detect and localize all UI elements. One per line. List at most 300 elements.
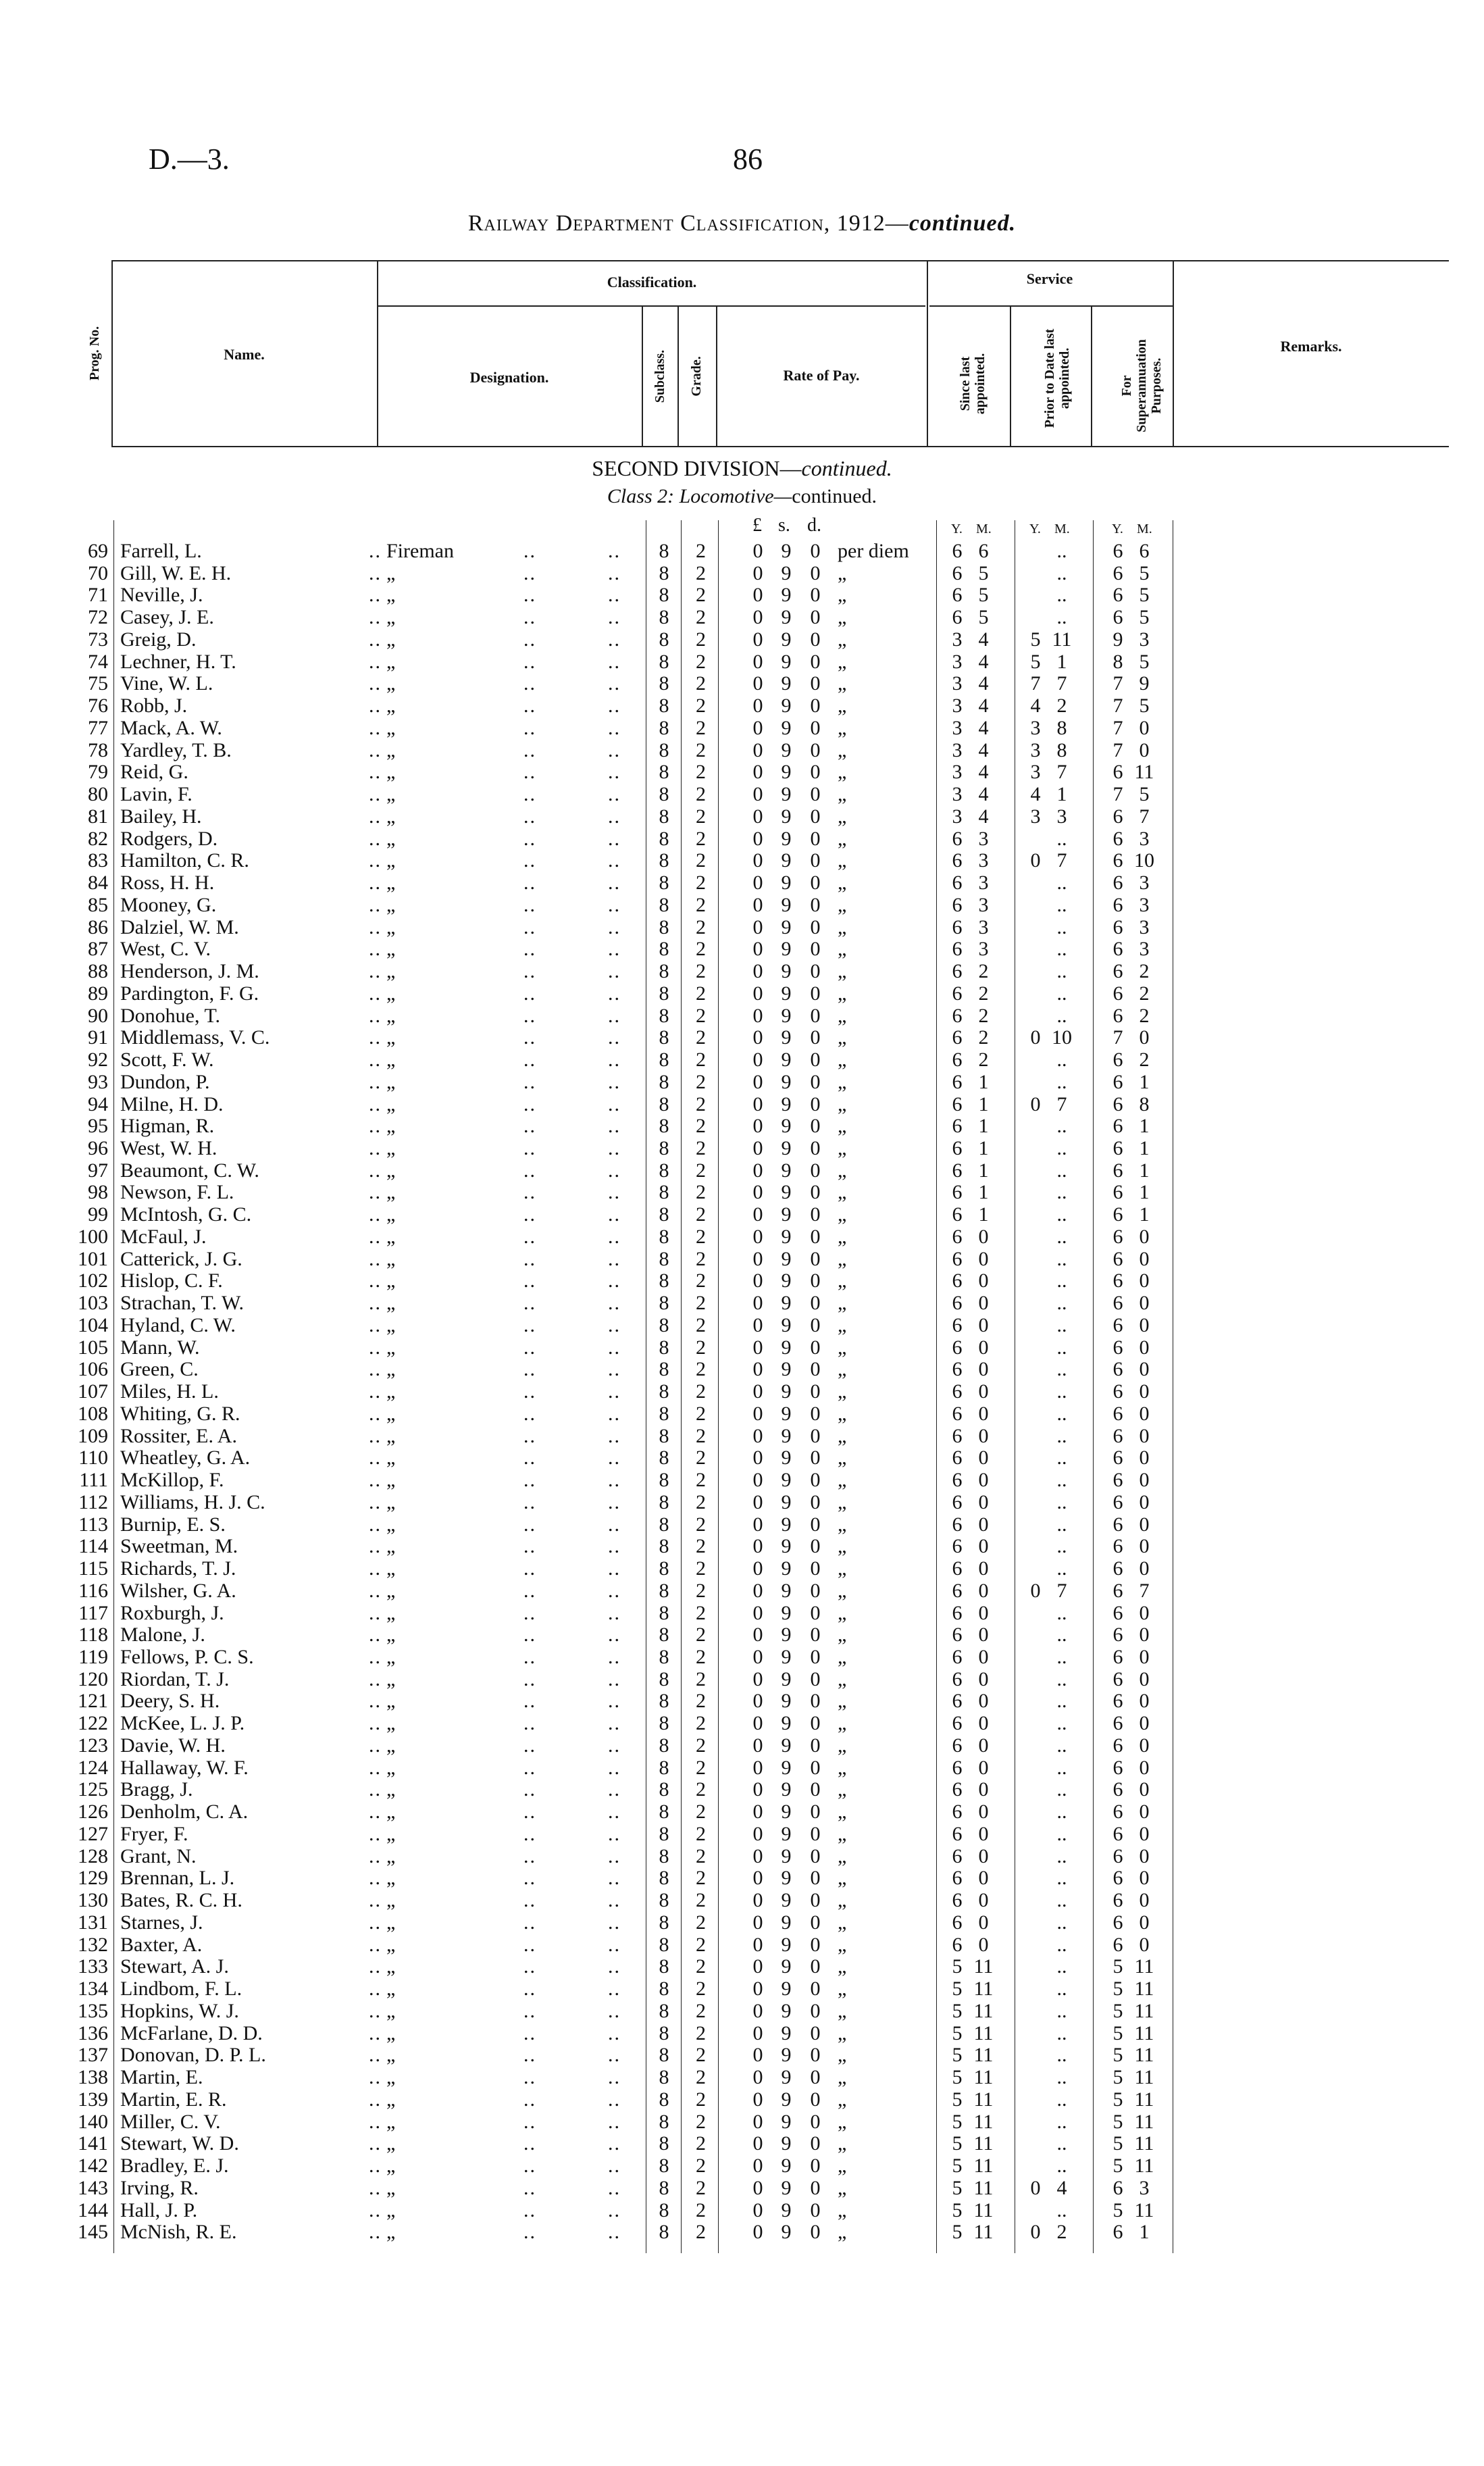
- row-grade: 2: [696, 1624, 706, 1646]
- row-pay-pounds: 0: [752, 1889, 763, 1912]
- row-pay-pounds: 0: [752, 1115, 763, 1138]
- row-dot-leader-2: ..: [523, 827, 536, 850]
- row-grade: 2: [696, 738, 706, 761]
- division-text: SECOND DIVISION—: [592, 456, 802, 480]
- row-super-months: 0: [1139, 1712, 1150, 1735]
- row-dot-leader: ..: [369, 1911, 382, 1934]
- row-dot-leader-2: ..: [523, 1624, 536, 1646]
- row-dot-leader: ..: [369, 1999, 382, 2022]
- row-dot-leader-3: ..: [608, 1778, 621, 1801]
- row-since-years: 6: [952, 1336, 963, 1359]
- table-row: [0, 607, 1484, 629]
- row-pay-pounds: 0: [752, 960, 763, 983]
- row-since-years: 6: [952, 1402, 963, 1425]
- row-since-years: 6: [952, 1049, 963, 1072]
- row-dot-leader-3: ..: [608, 1513, 621, 1536]
- row-pay-shillings: 9: [781, 893, 792, 916]
- row-pay-shillings: 9: [781, 1535, 792, 1558]
- row-since-months: 11: [973, 2021, 994, 2044]
- row-dot-leader-3: ..: [608, 1822, 621, 1845]
- table-row: [0, 828, 1484, 851]
- table-row: [0, 2111, 1484, 2134]
- row-dot-leader-3: ..: [608, 1999, 621, 2022]
- row-pay-pence: 0: [810, 761, 821, 784]
- row-pay-pounds: 0: [752, 2088, 763, 2111]
- row-name: Scott, F. W.: [120, 1049, 214, 1072]
- row-grade: 2: [696, 1535, 706, 1558]
- row-name: Neville, J.: [120, 584, 203, 607]
- row-name: Denholm, C. A.: [120, 1801, 249, 1823]
- row-super-months: 11: [1134, 2066, 1154, 2089]
- row-pay-pounds: 0: [752, 2155, 763, 2178]
- row-since-months: 0: [978, 1247, 989, 1270]
- row-pay-pence: 0: [810, 1247, 821, 1270]
- row-since-months: 3: [978, 938, 989, 961]
- row-pay-unit: „: [838, 1889, 847, 1912]
- row-pay-unit: „: [838, 1601, 847, 1624]
- row-prior-months: ..: [1056, 606, 1067, 629]
- row-dot-leader: ..: [369, 1225, 382, 1248]
- row-super-months: 0: [1139, 1624, 1150, 1646]
- row-subclass: 8: [659, 1734, 669, 1757]
- row-dot-leader-2: ..: [523, 1646, 536, 1668]
- class-continued: continued.: [792, 485, 877, 507]
- row-super-months: 11: [1134, 1978, 1154, 2001]
- row-pay-pence: 0: [810, 1978, 821, 2001]
- row-pay-unit: „: [838, 1955, 847, 1978]
- table-row: [0, 917, 1484, 939]
- row-dot-leader-3: ..: [608, 1690, 621, 1713]
- row-since-years: 5: [952, 1978, 963, 2001]
- row-dot-leader: ..: [369, 849, 382, 872]
- row-super-months: 6: [1139, 540, 1150, 562]
- row-super-years: 6: [1112, 606, 1123, 629]
- row-super-months: 9: [1139, 672, 1150, 695]
- row-since-months: 3: [978, 893, 989, 916]
- row-dot-leader-3: ..: [608, 783, 621, 806]
- row-since-months: 3: [978, 849, 989, 872]
- row-name: Williams, H. J. C.: [120, 1490, 265, 1513]
- row-designation: „: [386, 982, 396, 1005]
- row-name: Beaumont, C. W.: [120, 1159, 259, 1182]
- row-pay-pounds: 0: [752, 805, 763, 828]
- row-pay-pounds: 0: [752, 1269, 763, 1292]
- row-since-years: 6: [952, 1579, 963, 1602]
- row-super-years: 6: [1112, 1535, 1123, 1558]
- row-dot-leader: ..: [369, 716, 382, 739]
- row-pay-pounds: 0: [752, 827, 763, 850]
- row-pay-unit: „: [838, 2155, 847, 2178]
- row-pay-unit: „: [838, 2176, 847, 2199]
- row-pay-shillings: 9: [781, 960, 792, 983]
- row-name: Mooney, G.: [120, 893, 217, 916]
- row-pay-shillings: 9: [781, 716, 792, 739]
- row-pay-pence: 0: [810, 2198, 821, 2221]
- row-since-months: 0: [978, 1557, 989, 1580]
- row-subclass: 8: [659, 805, 669, 828]
- row-grade: 2: [696, 695, 706, 718]
- row-name: McIntosh, G. C.: [120, 1203, 252, 1226]
- row-grade: 2: [696, 1822, 706, 1845]
- table-row: [0, 1359, 1484, 1381]
- row-super-years: 6: [1112, 1092, 1123, 1115]
- row-grade: 2: [696, 1358, 706, 1381]
- row-pay-pence: 0: [810, 1336, 821, 1359]
- row-prog-no: 75: [88, 672, 108, 695]
- row-dot-leader-3: ..: [608, 938, 621, 961]
- row-subclass: 8: [659, 1026, 669, 1049]
- class-label: Class 2:: [607, 485, 675, 507]
- row-pay-shillings: 9: [781, 1690, 792, 1713]
- row-name: Baxter, A.: [120, 1933, 203, 1956]
- row-super-months: 11: [1134, 1955, 1154, 1978]
- row-pay-unit: „: [838, 2088, 847, 2111]
- row-super-months: 0: [1139, 1557, 1150, 1580]
- row-pay-unit: „: [838, 2221, 847, 2244]
- table-row: [0, 540, 1484, 563]
- row-name: West, W. H.: [120, 1136, 218, 1159]
- row-pay-unit: „: [838, 1513, 847, 1536]
- row-pay-unit: „: [838, 827, 847, 850]
- row-pay-unit: „: [838, 960, 847, 983]
- table-row: [0, 938, 1484, 961]
- row-prior-years: 0: [1030, 849, 1041, 872]
- row-grade: 2: [696, 1579, 706, 1602]
- row-grade: 2: [696, 1801, 706, 1823]
- row-pay-unit: „: [838, 1402, 847, 1425]
- row-subclass: 8: [659, 1579, 669, 1602]
- row-subclass: 8: [659, 982, 669, 1005]
- header-remarks: Remarks.: [1280, 338, 1342, 355]
- row-pay-shillings: 9: [781, 1181, 792, 1204]
- row-pay-unit: „: [838, 1624, 847, 1646]
- row-dot-leader: ..: [369, 1490, 382, 1513]
- row-subclass: 8: [659, 783, 669, 806]
- row-dot-leader-2: ..: [523, 1778, 536, 1801]
- table-row: [0, 1204, 1484, 1226]
- row-prior-months: ..: [1056, 2066, 1067, 2089]
- row-dot-leader-2: ..: [523, 1070, 536, 1093]
- row-pay-unit: „: [838, 783, 847, 806]
- row-pay-shillings: 9: [781, 2155, 792, 2178]
- row-pay-pence: 0: [810, 1136, 821, 1159]
- row-name: Strachan, T. W.: [120, 1292, 245, 1315]
- row-pay-unit: „: [838, 1535, 847, 1558]
- row-designation: „: [386, 695, 396, 718]
- row-pay-pounds: 0: [752, 1911, 763, 1934]
- row-super-years: 5: [1112, 2132, 1123, 2155]
- row-prog-no: 105: [78, 1336, 108, 1359]
- table-row: [0, 2089, 1484, 2111]
- row-super-months: 0: [1139, 1756, 1150, 1779]
- row-dot-leader: ..: [369, 1136, 382, 1159]
- row-grade: 2: [696, 1292, 706, 1315]
- table-row: [0, 2001, 1484, 2023]
- row-pay-pence: 0: [810, 938, 821, 961]
- row-pay-shillings: 9: [781, 1026, 792, 1049]
- row-dot-leader-2: ..: [523, 1336, 536, 1359]
- row-designation: „: [386, 584, 396, 607]
- row-super-months: 11: [1134, 2110, 1154, 2133]
- row-subclass: 8: [659, 2176, 669, 2199]
- row-prog-no: 93: [88, 1070, 108, 1093]
- row-subclass: 8: [659, 2066, 669, 2089]
- class-heading: [0, 485, 1484, 508]
- row-pay-shillings: 9: [781, 1822, 792, 1845]
- row-prior-years: 3: [1030, 716, 1041, 739]
- row-dot-leader-3: ..: [608, 1225, 621, 1248]
- header-prior-to-date: Prior to Date last appointed.: [1042, 328, 1072, 428]
- row-pay-pounds: 0: [752, 1446, 763, 1469]
- row-pay-unit: „: [838, 1313, 847, 1336]
- row-since-months: 11: [973, 2044, 994, 2067]
- row-pay-unit: per diem: [838, 540, 909, 562]
- row-dot-leader: ..: [369, 672, 382, 695]
- row-pay-pence: 0: [810, 2044, 821, 2067]
- row-prior-months: 7: [1056, 672, 1067, 695]
- row-pay-unit: „: [838, 1801, 847, 1823]
- unit-since-years: Y.: [951, 522, 963, 536]
- row-pay-pounds: 0: [752, 2198, 763, 2221]
- row-since-months: 11: [973, 2155, 994, 2178]
- row-subclass: 8: [659, 540, 669, 562]
- row-dot-leader-2: ..: [523, 1557, 536, 1580]
- row-grade: 2: [696, 915, 706, 938]
- row-prog-no: 126: [78, 1801, 108, 1823]
- row-dot-leader-2: ..: [523, 1380, 536, 1403]
- row-prior-months: ..: [1056, 2198, 1067, 2221]
- row-pay-unit: „: [838, 1181, 847, 1204]
- row-pay-unit: „: [838, 1667, 847, 1690]
- row-pay-pounds: 0: [752, 1999, 763, 2022]
- row-pay-unit: „: [838, 1778, 847, 1801]
- row-pay-pence: 0: [810, 1712, 821, 1735]
- row-pay-unit: „: [838, 1978, 847, 2001]
- row-pay-shillings: 9: [781, 1203, 792, 1226]
- table-row: [0, 1690, 1484, 1713]
- row-subclass: 8: [659, 1490, 669, 1513]
- row-designation: „: [386, 1004, 396, 1027]
- row-grade: 2: [696, 960, 706, 983]
- row-pay-shillings: 9: [781, 2198, 792, 2221]
- header-rate-of-pay: Rate of Pay.: [783, 367, 860, 384]
- row-prog-no: 143: [78, 2176, 108, 2199]
- row-prog-no: 137: [78, 2044, 108, 2067]
- row-pay-pence: 0: [810, 2021, 821, 2044]
- row-dot-leader-3: ..: [608, 1115, 621, 1138]
- row-grade: 2: [696, 1978, 706, 2001]
- row-subclass: 8: [659, 761, 669, 784]
- row-since-years: 5: [952, 2198, 963, 2221]
- row-prog-no: 132: [78, 1933, 108, 1956]
- row-super-months: 3: [1139, 628, 1150, 651]
- row-since-months: 2: [978, 1004, 989, 1027]
- row-since-years: 5: [952, 2088, 963, 2111]
- row-pay-pence: 0: [810, 1004, 821, 1027]
- row-name: Deery, S. H.: [120, 1690, 220, 1713]
- row-designation: „: [386, 1889, 396, 1912]
- row-super-years: 6: [1112, 1313, 1123, 1336]
- row-designation: „: [386, 1933, 396, 1956]
- row-dot-leader: ..: [369, 2044, 382, 2067]
- row-name: Hamilton, C. R.: [120, 849, 249, 872]
- row-prior-months: ..: [1056, 1933, 1067, 1956]
- row-subclass: 8: [659, 738, 669, 761]
- row-since-months: 0: [978, 1292, 989, 1315]
- row-pay-unit: „: [838, 1446, 847, 1469]
- row-prior-months: 2: [1056, 2221, 1067, 2244]
- row-dot-leader-3: ..: [608, 2221, 621, 2244]
- row-pay-unit: „: [838, 1424, 847, 1447]
- header-top-rule: [111, 260, 1449, 261]
- row-subclass: 8: [659, 1292, 669, 1315]
- row-subclass: 8: [659, 672, 669, 695]
- row-pay-shillings: 9: [781, 606, 792, 629]
- row-grade: 2: [696, 761, 706, 784]
- row-dot-leader: ..: [369, 1646, 382, 1668]
- row-dot-leader: ..: [369, 1424, 382, 1447]
- row-super-months: 0: [1139, 1313, 1150, 1336]
- table-row: [0, 2221, 1484, 2244]
- row-since-months: 0: [978, 1712, 989, 1735]
- row-super-months: 1: [1139, 1181, 1150, 1204]
- row-grade: 2: [696, 1667, 706, 1690]
- row-grade: 2: [696, 2044, 706, 2067]
- row-pay-shillings: 9: [781, 695, 792, 718]
- row-designation: „: [386, 1955, 396, 1978]
- row-super-months: 11: [1134, 2132, 1154, 2155]
- row-designation: „: [386, 938, 396, 961]
- row-subclass: 8: [659, 1801, 669, 1823]
- row-pay-unit: „: [838, 1203, 847, 1226]
- row-name: McNish, R. E.: [120, 2221, 237, 2244]
- row-super-years: 6: [1112, 915, 1123, 938]
- service-rule: [929, 305, 1173, 307]
- title-main: Railway Department Classification, 1912—: [467, 211, 909, 236]
- row-since-months: 0: [978, 1844, 989, 1867]
- row-since-months: 11: [973, 2176, 994, 2199]
- row-dot-leader: ..: [369, 1844, 382, 1867]
- row-pay-unit: „: [838, 1092, 847, 1115]
- table-row: [0, 1757, 1484, 1780]
- classification-rule: [377, 305, 925, 307]
- row-pay-unit: „: [838, 1049, 847, 1072]
- row-pay-unit: „: [838, 1292, 847, 1315]
- row-grade: 2: [696, 1136, 706, 1159]
- row-pay-unit: „: [838, 1734, 847, 1757]
- row-subclass: 8: [659, 1535, 669, 1558]
- row-dot-leader-2: ..: [523, 1844, 536, 1867]
- row-super-years: 6: [1112, 849, 1123, 872]
- row-pay-pounds: 0: [752, 1424, 763, 1447]
- row-since-years: 6: [952, 1712, 963, 1735]
- row-since-years: 6: [952, 1269, 963, 1292]
- row-since-months: 0: [978, 1667, 989, 1690]
- row-prior-months: ..: [1056, 1136, 1067, 1159]
- row-designation: „: [386, 893, 396, 916]
- row-prior-months: ..: [1056, 827, 1067, 850]
- row-since-years: 6: [952, 1247, 963, 1270]
- row-pay-shillings: 9: [781, 1380, 792, 1403]
- row-super-years: 6: [1112, 1513, 1123, 1536]
- row-super-years: 5: [1112, 2155, 1123, 2178]
- row-since-months: 2: [978, 1049, 989, 1072]
- row-super-months: 0: [1139, 1867, 1150, 1890]
- row-dot-leader-2: ..: [523, 561, 536, 584]
- row-prior-months: ..: [1056, 584, 1067, 607]
- row-grade: 2: [696, 1313, 706, 1336]
- row-pay-shillings: 9: [781, 1889, 792, 1912]
- row-super-years: 6: [1112, 1646, 1123, 1668]
- row-subclass: 8: [659, 2132, 669, 2155]
- row-pay-unit: „: [838, 1490, 847, 1513]
- row-name: Hyland, C. W.: [120, 1313, 236, 1336]
- row-subclass: 8: [659, 2221, 669, 2244]
- row-super-years: 7: [1112, 783, 1123, 806]
- row-super-years: 6: [1112, 1469, 1123, 1492]
- row-prog-no: 128: [78, 1844, 108, 1867]
- row-grade: 2: [696, 1955, 706, 1978]
- row-dot-leader-3: ..: [608, 716, 621, 739]
- row-name: Middlemass, V. C.: [120, 1026, 270, 1049]
- row-super-years: 6: [1112, 1247, 1123, 1270]
- row-name: Pardington, F. G.: [120, 982, 259, 1005]
- row-name: Lavin, F.: [120, 783, 193, 806]
- row-name: Donohue, T.: [120, 1004, 221, 1027]
- row-prior-years: 3: [1030, 761, 1041, 784]
- row-subclass: 8: [659, 2110, 669, 2133]
- row-since-years: 3: [952, 716, 963, 739]
- row-super-months: 0: [1139, 1490, 1150, 1513]
- row-pay-shillings: 9: [781, 1049, 792, 1072]
- row-prog-no: 80: [88, 783, 108, 806]
- row-dot-leader-3: ..: [608, 1579, 621, 1602]
- row-pay-unit: „: [838, 1557, 847, 1580]
- row-dot-leader-2: ..: [523, 1889, 536, 1912]
- row-prog-no: 74: [88, 650, 108, 673]
- row-prog-no: 103: [78, 1292, 108, 1315]
- row-since-months: 3: [978, 827, 989, 850]
- row-prior-months: ..: [1056, 1004, 1067, 1027]
- table-row: [0, 1005, 1484, 1028]
- row-pay-unit: „: [838, 1247, 847, 1270]
- row-designation: „: [386, 1978, 396, 2001]
- row-prior-months: ..: [1056, 1269, 1067, 1292]
- row-subclass: 8: [659, 1247, 669, 1270]
- row-grade: 2: [696, 1712, 706, 1735]
- row-since-months: 1: [978, 1092, 989, 1115]
- row-prior-months: 8: [1056, 716, 1067, 739]
- row-since-months: 2: [978, 1026, 989, 1049]
- row-super-years: 5: [1112, 2198, 1123, 2221]
- row-super-months: 7: [1139, 1579, 1150, 1602]
- table-row: [0, 1646, 1484, 1669]
- row-prior-months: ..: [1056, 1070, 1067, 1093]
- row-since-years: 6: [952, 1469, 963, 1492]
- row-pay-shillings: 9: [781, 849, 792, 872]
- row-prior-months: ..: [1056, 1844, 1067, 1867]
- row-super-years: 6: [1112, 1778, 1123, 1801]
- row-since-months: 0: [978, 1225, 989, 1248]
- row-subclass: 8: [659, 1070, 669, 1093]
- row-pay-pounds: 0: [752, 1026, 763, 1049]
- row-super-years: 7: [1112, 716, 1123, 739]
- row-dot-leader: ..: [369, 1756, 382, 1779]
- row-pay-pence: 0: [810, 783, 821, 806]
- row-since-months: 1: [978, 1070, 989, 1093]
- row-dot-leader-2: ..: [523, 2088, 536, 2111]
- table-row: [0, 961, 1484, 983]
